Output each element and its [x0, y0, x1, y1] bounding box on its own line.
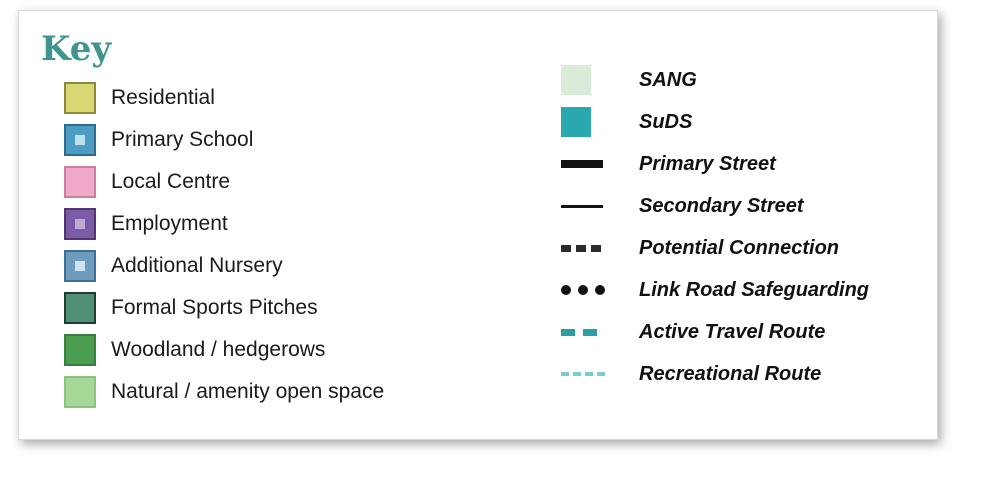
line-active-travel-route	[539, 329, 639, 336]
list-item-label: Natural / amenity open space	[111, 380, 385, 403]
list-item-label: Primary Street	[639, 152, 776, 175]
key-right-column	[539, 59, 939, 395]
swatch-local-centre	[49, 166, 111, 198]
key-left-column	[49, 77, 479, 413]
list-item	[539, 269, 939, 311]
list-item-label: Potential Connection	[639, 236, 839, 259]
list-item-label: Secondary Street	[639, 194, 804, 217]
swatch-primary-school	[49, 124, 111, 156]
swatch-additional-nursery	[49, 250, 111, 282]
list-item	[49, 245, 479, 287]
swatch-formal-sports-pitches	[49, 292, 111, 324]
swatch-woodland-hedgerows	[49, 334, 111, 366]
line-potential-connection	[539, 245, 639, 252]
list-item	[49, 203, 479, 245]
line-link-road-safeguarding	[539, 285, 639, 295]
list-item	[539, 227, 939, 269]
list-item-label: Recreational Route	[639, 362, 822, 385]
list-item	[539, 311, 939, 353]
list-item-label: Employment	[111, 212, 228, 235]
list-item	[539, 101, 939, 143]
list-item	[49, 119, 479, 161]
list-item	[49, 287, 479, 329]
list-item-label: Additional Nursery	[111, 254, 283, 277]
list-item-label: Residential	[111, 86, 215, 109]
list-item-label: Primary School	[111, 128, 254, 151]
line-secondary-street	[539, 205, 639, 208]
list-item-label: SuDS	[639, 110, 693, 133]
list-item	[49, 161, 479, 203]
list-item-label: SANG	[639, 68, 697, 91]
swatch-sang	[539, 65, 639, 95]
list-item	[539, 353, 939, 395]
page-title: Key	[41, 29, 112, 69]
list-item-label: Woodland / hedgerows	[111, 338, 326, 361]
list-item-label: Local Centre	[111, 170, 231, 193]
line-primary-street	[539, 160, 639, 168]
list-item	[49, 329, 479, 371]
swatch-residential	[49, 82, 111, 114]
swatch-suds	[539, 107, 639, 137]
list-item-label: Formal Sports Pitches	[111, 296, 318, 319]
list-item-label: Active Travel Route	[639, 320, 826, 343]
list-item	[539, 59, 939, 101]
list-item	[49, 77, 479, 119]
list-item-label: Link Road Safeguarding	[639, 278, 870, 301]
key-panel	[18, 10, 938, 440]
list-item	[539, 185, 939, 227]
swatch-natural-amenity-open-space	[49, 376, 111, 408]
list-item	[539, 143, 939, 185]
list-item	[49, 371, 479, 413]
line-recreational-route	[539, 372, 639, 376]
swatch-employment	[49, 208, 111, 240]
